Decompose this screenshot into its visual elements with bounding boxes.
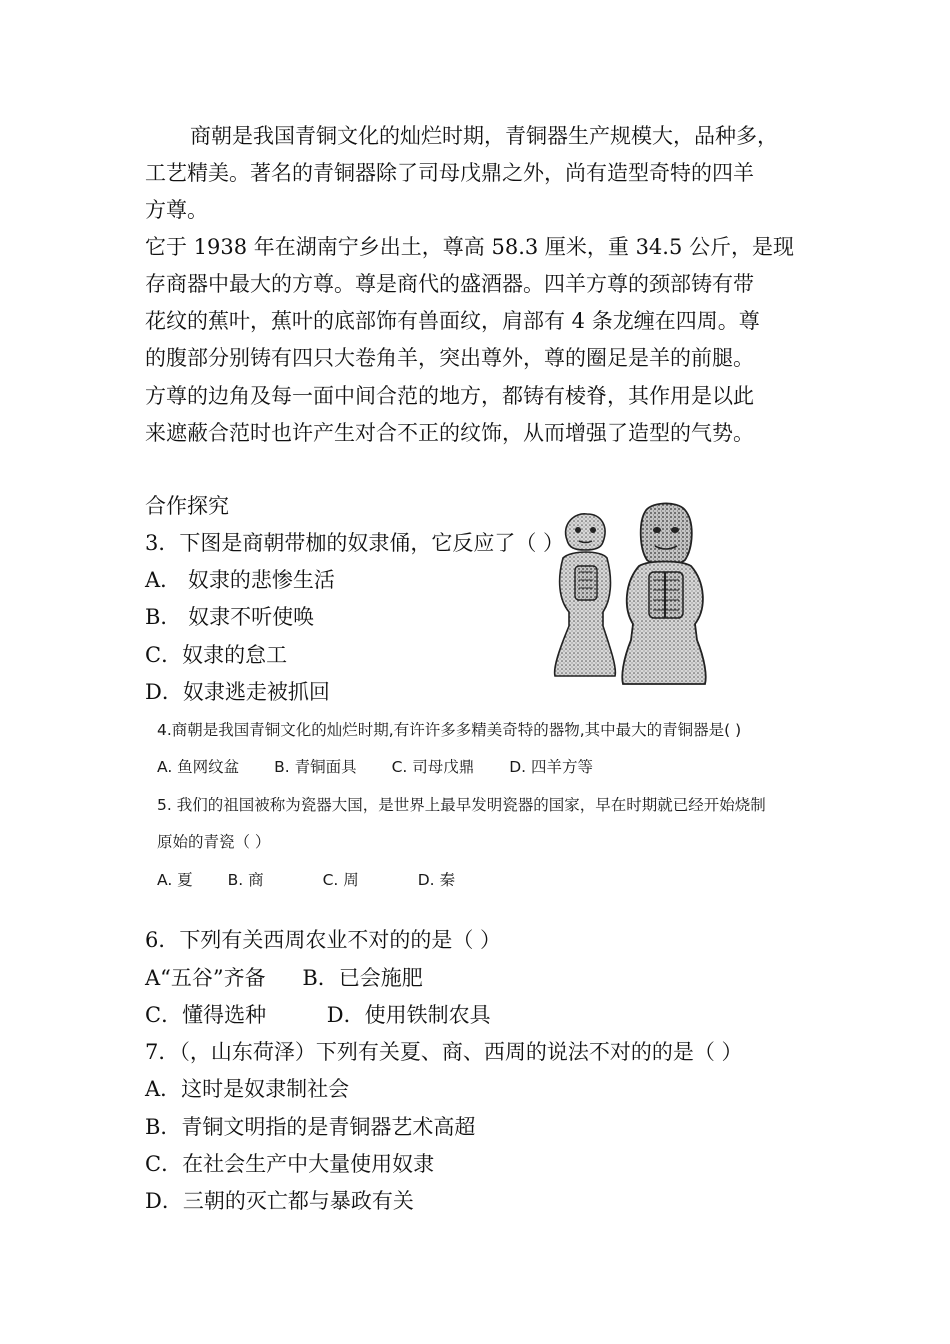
question-5-option-c: C. 周 <box>322 871 359 889</box>
question-7-stem: 7．（，山东荷泽）下列有关夏、商、西周的说法不对的的是（ ） <box>145 1040 743 1064</box>
intro-line: 的腹部分别铸有四只大卷角羊，突出尊外，尊的圈足是羊的前腿。 <box>145 346 754 370</box>
question-6-option-d: D．使用铁制农具 <box>326 1003 491 1027</box>
question-3-stem: 3．下图是商朝带枷的奴隶俑，它反应了（ ） <box>145 531 565 555</box>
question-6-options-row1 <box>145 960 423 997</box>
question-3-option-c: C．奴隶的怠工 <box>145 643 288 667</box>
question-5-options <box>157 868 455 892</box>
question-6-option-a: A“五谷”齐备 <box>145 966 266 990</box>
intro-line: 工艺精美。著名的青铜器除了司母戊鼎之外，尚有造型奇特的四羊 <box>145 161 754 185</box>
question-7-option-d: D．三朝的灭亡都与暴政有关 <box>145 1189 414 1213</box>
large-figurine <box>622 503 705 684</box>
question-5-stem-continued: 原始的青瓷（ ） <box>157 833 271 851</box>
question-7-option-c: C．在社会生产中大量使用奴隶 <box>145 1152 435 1176</box>
question-5-option-a: A. 夏 <box>157 871 193 889</box>
question-4-options <box>157 755 593 779</box>
intro-line: 方尊。 <box>145 198 208 222</box>
question-4-option-a: A. 鱼网纹盆 <box>157 758 240 776</box>
question-4-stem: 4.商朝是我国青铜文化的灿烂时期,有许许多多精美奇特的器物,其中最大的青铜器是( ) <box>157 721 742 739</box>
small-figurine <box>555 514 616 676</box>
question-6-option-b: B．已会施肥 <box>302 966 423 990</box>
intro-line: 方尊的边角及每一面中间合范的地方，都铸有棱脊，其作用是以此 <box>145 384 754 408</box>
intro-line: 存商器中最大的方尊。尊是商代的盛酒器。四羊方尊的颈部铸有带 <box>145 272 754 296</box>
intro-line: 商朝是我国青铜文化的灿烂时期，青铜器生产规模大，品种多， <box>190 124 778 148</box>
slave-figurine-image <box>545 500 715 690</box>
section-title: 合作探究 <box>145 494 229 518</box>
question-4-option-c: C. 司母戊鼎 <box>391 758 475 776</box>
question-6-option-c: C．懂得选种 <box>145 1003 267 1027</box>
question-5-option-b: B. 商 <box>227 871 264 889</box>
question-3-option-d: D．奴隶逃走被抓回 <box>145 680 330 704</box>
question-7-option-b: B．青铜文明指的是青铜器艺术高超 <box>145 1115 476 1139</box>
intro-line: 来遮蔽合范时也许产生对合不正的纹饰，从而增强了造型的气势。 <box>145 421 754 445</box>
question-5-stem: 5. 我们的祖国被称为瓷器大国，是世界上最早发明瓷器的国家，早在时期就已经开始烧制 <box>157 796 766 814</box>
question-3-option-b: B． 奴隶不听使唤 <box>145 605 315 629</box>
question-6-stem: 6．下列有关西周农业不对的的是（ ） <box>145 928 502 952</box>
intro-line: 它于 1938 年在湖南宁乡出土，尊高 58.3 厘米，重 34.5 公斤，是现 <box>145 235 795 259</box>
question-5-option-d: D. 秦 <box>417 871 455 889</box>
question-3-option-a: A． 奴隶的悲惨生活 <box>145 568 335 592</box>
question-6-options-row2 <box>145 997 491 1034</box>
question-7-option-a: A．这时是奴隶制社会 <box>145 1077 350 1101</box>
question-4-option-b: B. 青铜面具 <box>274 758 357 776</box>
question-4-option-d: D. 四羊方等 <box>509 758 593 776</box>
intro-line: 花纹的蕉叶，蕉叶的底部饰有兽面纹，肩部有 4 条龙缠在四周。尊 <box>145 309 760 333</box>
